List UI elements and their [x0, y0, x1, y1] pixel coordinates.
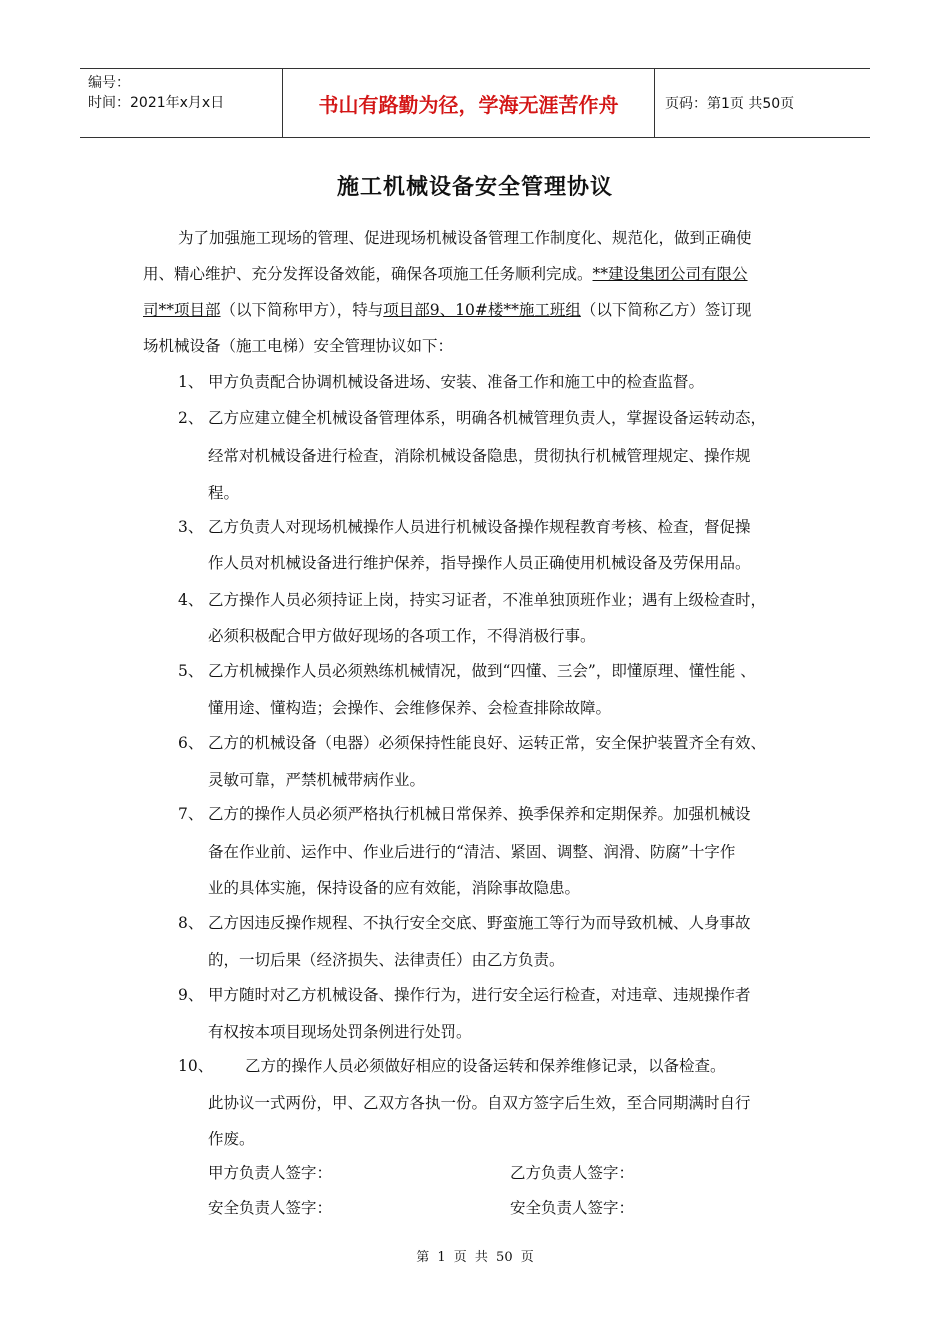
document-title: 施工机械设备安全管理协议	[336, 174, 613, 200]
item-line: 灵敏可靠，严禁机械带病作业。	[208, 771, 426, 789]
item-line: 乙方的机械设备（电器）必须保持性能良好、运转正常，安全保护装置齐全有效、	[208, 734, 767, 752]
party-a-name: **建设集团公司有限公	[592, 265, 748, 283]
item-line: 乙方的操作人员必须做好相应的设备运转和保养维修记录，以备检查。	[245, 1057, 726, 1075]
party-a-name-cont: 司**项目部	[143, 301, 221, 319]
item-line: 乙方的操作人员必须严格执行机械日常保养、换季保养和定期保养。加强机械设	[208, 805, 751, 823]
item-number: 6、	[178, 734, 204, 752]
item-line: 乙方负责人对现场机械操作人员进行机械设备操作规程教育考核、检查，督促操	[208, 518, 751, 536]
intro-line-2	[143, 264, 748, 284]
header-page-info: 页码：第1页 共50页	[665, 96, 795, 112]
item-line: 经常对机械设备进行检查，消除机械设备隐患，贯彻执行机械管理规定、操作规	[208, 447, 751, 465]
page-footer: 第 1 页 共 50 页	[416, 1250, 534, 1265]
item-line: 有权按本项目现场处罚条例进行处罚。	[208, 1023, 472, 1041]
intro-text: 用、精心维护、充分发挥设备效能，确保各项施工任务顺利完成。	[143, 265, 593, 283]
header-motto: 书山有路勤为径，学海无涯苦作舟	[282, 69, 655, 137]
closing-line-1: 此协议一式两份，甲、乙双方各执一份。自双方签字后生效，至合同期满时自行	[208, 1094, 751, 1112]
safety-a-signature-label: 安全负责人签字：	[208, 1199, 333, 1217]
item-number: 5、	[178, 662, 204, 680]
intro-line-4: 场机械设备（施工电梯）安全管理协议如下：	[143, 337, 454, 355]
item-line: 甲方随时对乙方机械设备、操作行为，进行安全运行检查，对违章、违规操作者	[208, 986, 751, 1004]
item-line: 乙方操作人员必须持证上岗，持实习证者，不准单独顶班作业；遇有上级检查时，	[208, 591, 767, 609]
item-number: 7、	[178, 805, 204, 823]
item-number: 10、	[178, 1057, 214, 1075]
item-number: 4、	[178, 591, 204, 609]
item-number: 9、	[178, 986, 204, 1004]
item-line: 必须积极配合甲方做好现场的各项工作，不得消极行事。	[208, 627, 596, 645]
item-number: 8、	[178, 914, 204, 932]
header-meta	[80, 69, 282, 137]
item-line: 懂用途、懂构造；会操作、会维修保养、会检查排除故障。	[208, 699, 612, 717]
item-number: 3、	[178, 518, 204, 536]
item-line: 程。	[208, 484, 240, 502]
party-b-signature-label: 乙方负责人签字：	[510, 1164, 635, 1182]
safety-b-signature-label: 安全负责人签字：	[510, 1199, 635, 1217]
time-label: 时间：2021年x月x日	[88, 95, 225, 111]
item-number: 1、	[178, 373, 204, 391]
item-line: 作人员对机械设备进行维护保养，指导操作人员正确使用机械设备及劳保用品。	[208, 554, 751, 572]
intro-line-3	[143, 300, 751, 320]
item-number: 2、	[178, 409, 204, 427]
party-b-name: 项目部9、10#楼**施工班组	[383, 301, 581, 319]
intro-text: （以下简称甲方），特与	[220, 301, 384, 319]
item-line: 乙方机械操作人员必须熟练机械情况，做到“四懂、三会”，即懂原理、懂性能 、	[208, 662, 756, 680]
intro-line-1: 为了加强施工现场的管理、促进现场机械设备管理工作制度化、规范化，做到正确使	[178, 229, 752, 247]
item-line: 备在作业前、运作中、作业后进行的“清洁、紧固、调整、润滑、防腐”十字作	[208, 843, 736, 861]
item-line: 甲方负责配合协调机械设备进场、安装、准备工作和施工中的检查监督。	[208, 373, 705, 391]
intro-text: （以下简称乙方）签订现	[580, 301, 752, 319]
closing-line-2: 作废。	[208, 1130, 255, 1148]
item-line: 的，一切后果（经济损失、法律责任）由乙方负责。	[208, 951, 565, 969]
party-a-signature-label: 甲方负责人签字：	[208, 1164, 333, 1182]
item-line: 乙方因违反操作规程、不执行安全交底、野蛮施工等行为而导致机械、人身事故	[208, 914, 751, 932]
document-header	[80, 68, 870, 138]
item-line: 业的具体实施，保持设备的应有效能，消除事故隐患。	[208, 879, 581, 897]
number-label: 编号：	[88, 75, 130, 91]
item-line: 乙方应建立健全机械设备管理体系，明确各机械管理负责人，掌握设备运转动态，	[208, 409, 767, 427]
